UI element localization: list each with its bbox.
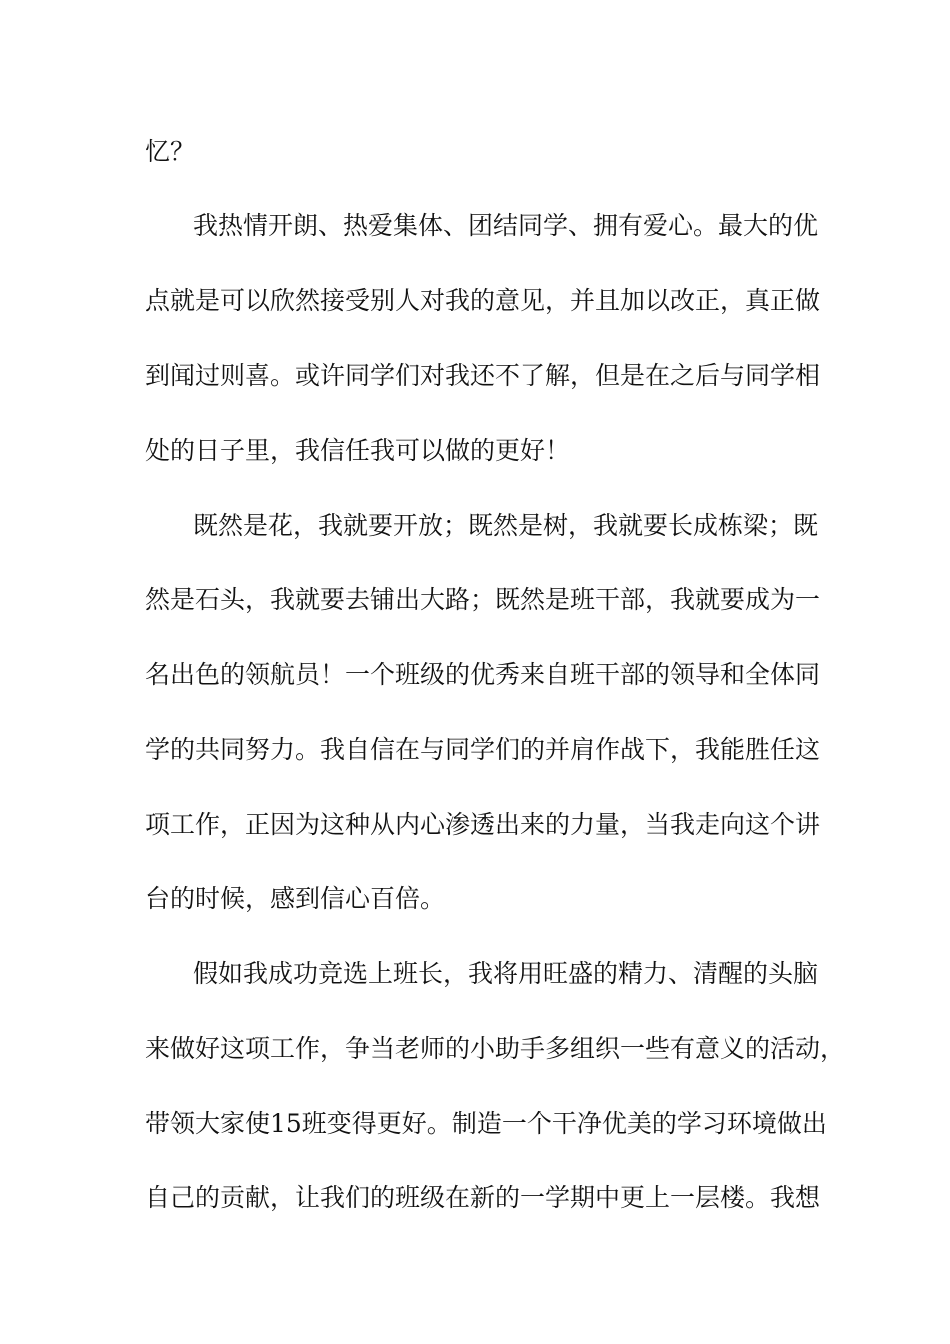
text-line-1: 忆？ bbox=[145, 137, 196, 166]
text-line-10: 项工作，正因为这种从内心渗透出来的力量，当我走向这个讲 bbox=[145, 810, 821, 839]
text-line-12: 假如我成功竞选上班长，我将用旺盛的精力、清醒的头脑 bbox=[193, 959, 819, 988]
text-line-7: 然是石头，我就要去铺出大路；既然是班干部，我就要成为一 bbox=[145, 585, 821, 614]
text-line-11: 台的时候，感到信心百倍。 bbox=[145, 884, 446, 913]
text-line-5: 处的日子里，我信任我可以做的更好！ bbox=[145, 436, 571, 465]
text-line-2: 我热情开朗、热爱集体、团结同学、拥有爱心。最大的优 bbox=[193, 211, 819, 240]
text-line-4: 到闻过则喜。或许同学们对我还不了解，但是在之后与同学相 bbox=[145, 361, 821, 390]
text-line-15: 自己的贡献，让我们的班级在新的一学期中更上一层楼。我想 bbox=[145, 1183, 821, 1212]
text-line-8: 名出色的领航员！一个班级的优秀来自班干部的领导和全体同 bbox=[145, 660, 821, 689]
text-line-13: 来做好这项工作，争当老师的小助手多组织一些有意义的活动， bbox=[145, 1034, 846, 1063]
text-line-3: 点就是可以欣然接受别人对我的意见，并且加以改正，真正做 bbox=[145, 286, 821, 315]
text-line-6: 既然是花，我就要开放；既然是树，我就要长成栋梁；既 bbox=[193, 511, 819, 540]
text-line-14: 带领大家使15班变得更好。制造一个干净优美的学习环境做出 bbox=[145, 1109, 827, 1138]
text-line-9: 学的共同努力。我自信在与同学们的并肩作战下，我能胜任这 bbox=[145, 735, 821, 764]
